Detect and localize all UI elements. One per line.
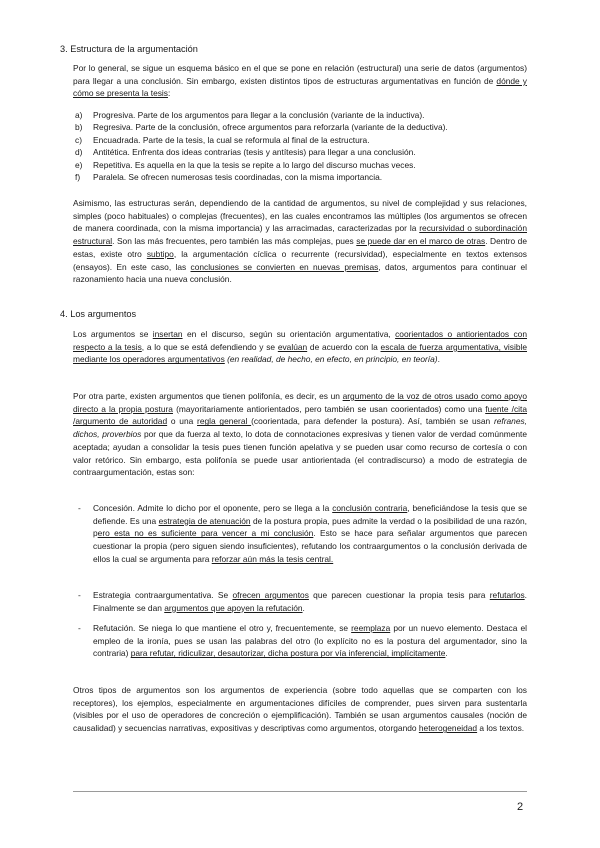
bullet-contraargumentativa: Estrategia contraargumentativa. Se ofrecen argumentos que parecen cuestionar la propia tesis para refutarlos. Finalmente se dan argumentos que apoyen la refutación. <box>93 590 527 613</box>
list-item: a) Progresiva. Parte de los argumentos para llegar a la conclusión (variante de la inductiva). <box>75 110 425 120</box>
bullet-marker: - <box>78 590 81 600</box>
bullet-refutacion: Refutación. Se niega lo que mantiene el otro y, frecuentemente, se reemplaza por un nuevo elemento. Destaca el empleo de la ironía, pues se usan las palabras del otro (lo explícito no es la postura del argumentador, sino la contraria) para refutar, ridiculizar, desautorizar, dicha postura por vía inferencial, implícitamente. <box>93 623 527 659</box>
list-item: d) Antitética. Enfrenta dos ideas contrarias (tesis y antítesis) para llegar a una conclusión. <box>75 147 416 158</box>
section-4-paragraph-3: Otros tipos de argumentos son los argumentos de experiencia (sobre todo aquellas que se comparten con los receptores), los ejemplos, especialmente en argumentaciones difíciles de comprender, pues sirven para sustentarla (visibles por el uso de operadores de concreción o ejemplificación). También se usan argumentos causales (noción de causalidad) y secuencias narrativas, expositivas y descriptivas como argumentos, otorgando heterogeneidad a los textos. <box>73 685 527 734</box>
section-3-intro: Por lo general, se sigue un esquema básico en el que se pone en relación (estructural) una serie de datos (argumentos) para llegar a una conclusión. Sin embargo, existen distintos tipos de estructuras argumentativas en función de dónde y cómo se presenta la tesis: <box>73 63 527 99</box>
structure-types-list <box>73 109 527 183</box>
section-4-heading: 4. Los argumentos <box>60 309 137 319</box>
list-item: e) Repetitiva. Es aquella en la que la tesis se repite a lo largo del discurso muchas veces. <box>75 159 416 170</box>
bullet-marker: - <box>78 623 81 633</box>
section-3-paragraph-2: Asimismo, las estructuras serán, dependiendo de la cantidad de argumentos, su nivel de complejidad y sus relaciones, simples (poco habituales) o complejas (frecuentes), en las cuales encontramos las múltiples (los argumentos se ofrecen de manera coordinada, con la misma importancia) y las arracimadas, caracterizadas por la recursividad o subordinación estructural. Son las más frecuentes, pero también las más complejas, pues se puede dar en el marco de otras. Dentro de estas, existe otro subtipo, la argumentación cíclica o recurrente (recursividad), especialmente en textos extensos (ensayos). En este caso, las conclusiones se convierten en nuevas premisas, datos, argumentos para continuar el razonamiento hacia una nueva conclusión. <box>73 198 528 285</box>
section-4-paragraph-1: Los argumentos se insertan en el discurso, según su orientación argumentativa, coorientados o antiorientados con respecto a la tesis, a lo que se está defendiendo y se evalúan de acuerdo con la escala de fuerza argumentativa, visible mediante los operadores argumentativos (en realidad, de hecho, en efecto, en principio, en teoría). <box>73 329 528 365</box>
page-number: 2 <box>517 801 524 813</box>
bullet-concesion: Concesión. Admite lo dicho por el oponente, pero se llega a la conclusión contraria, beneficiándose la tesis que se defiende. Es una estrategia de atenuación de la postura propia, pues admite la verdad o la posibilidad de una razón, pero esta no es suficiente para vencer a mi conclusión. Esto se hace para señalar argumentos que parecen cuestionar la propia (pero siguen siendo insuficientes), refutando los contraargumentos o la conclusión derivada de ellos la cual se argumenta para reforzar aún más la tesis central. <box>93 503 527 564</box>
section-3-heading: 3. Estructura de la argumentación <box>60 44 198 54</box>
list-item: f) Paralela. Se ofrecen numerosas tesis coordinadas, con la misma importancia. <box>75 172 383 183</box>
list-item: c) Encuadrada. Parte de la tesis, la cual se reformula al final de la estructura. <box>75 134 370 145</box>
list-item: b) Regresiva. Parte de la conclusión, ofrece argumentos para reforzarla (variante de la deductiva). <box>75 122 448 133</box>
section-4-paragraph-2: Por otra parte, existen argumentos que tienen polifonía, es decir, es un argumento de la voz de otros usado como apoyo directo a la propia postura (mayoritariamente antiorientados, pero también se usan coorientados) como una fuente /cita /argumento de autoridad o una regla general (coorientada, para defender la postura). Así, también se usan refranes, dichos, proverbios por que da fuerza al texto, lo dota de connotaciones expresivas y tienen valor de verdad comúnmente aceptada; ayudan a consolidar la tesis pues tienen función apelativa y se pueden usar como recurso de cortesía o con valor retórico. Sin embargo, esta polifonía se puede usar antiorientada (el contradiscurso) a modo de estrategia de contraargumentación, estas son: <box>73 391 527 478</box>
footer-divider <box>73 791 527 792</box>
bullet-marker: - <box>78 503 81 513</box>
